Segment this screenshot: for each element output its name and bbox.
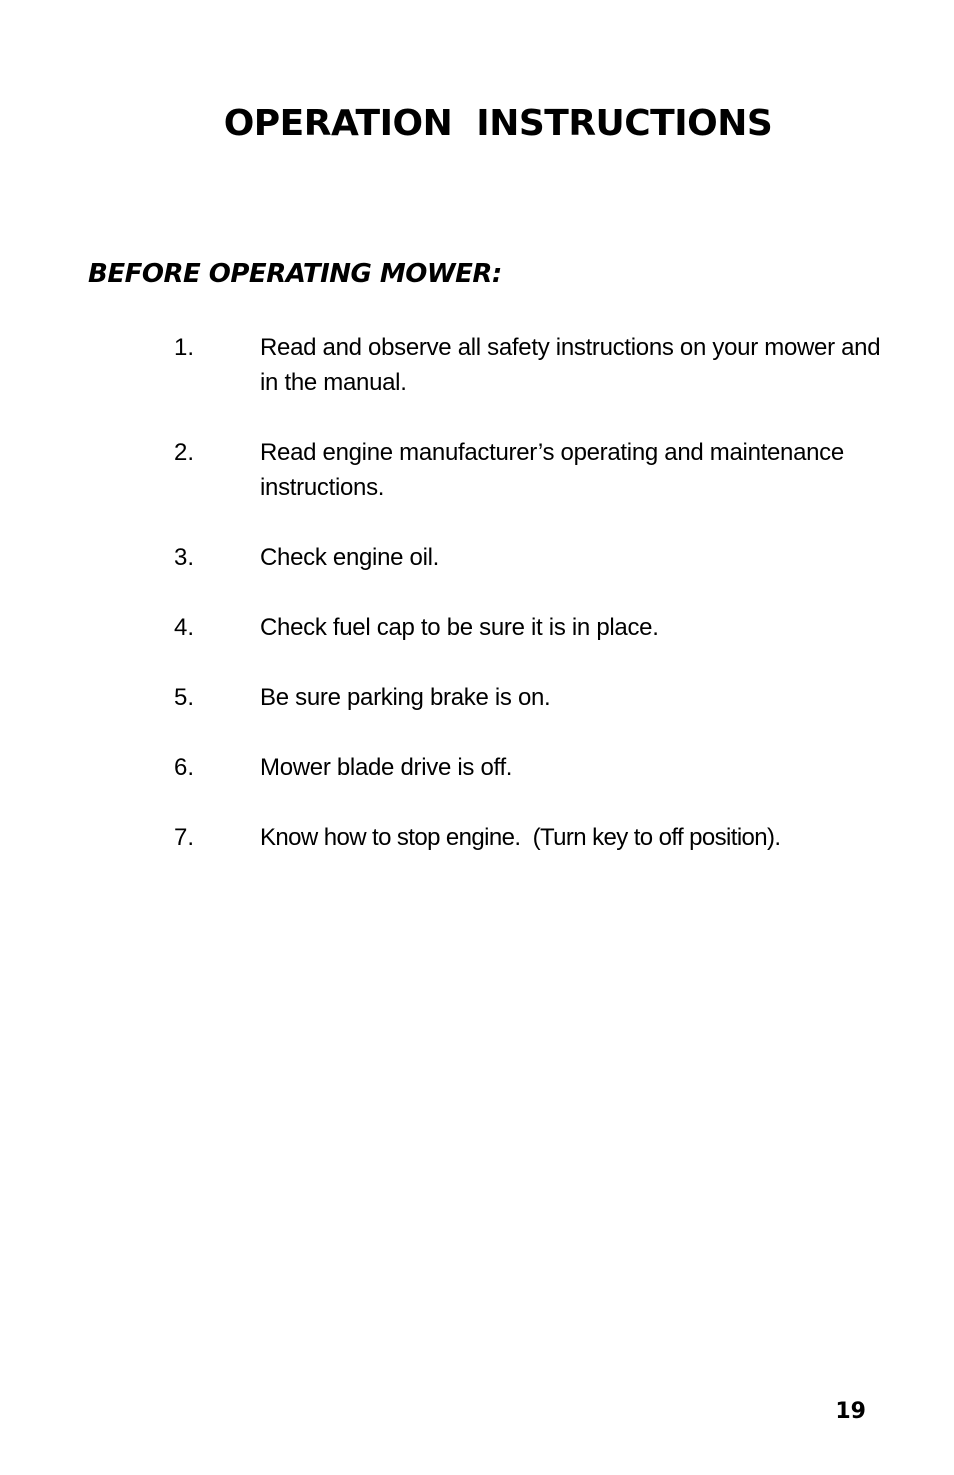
step-number: 7. <box>174 824 195 851</box>
step-number: 4. <box>174 614 195 641</box>
step-number: 6. <box>174 754 195 781</box>
list-item <box>0 330 954 400</box>
list-item <box>0 820 954 855</box>
step-number: 2. <box>174 439 195 466</box>
step-text: Check fuel cap to be sure it is in place. <box>260 614 659 641</box>
step-text: Check engine oil. <box>260 544 440 571</box>
step-number: 1. <box>174 334 195 361</box>
step-text: Read engine manufacturer’s operating and maintenance instructions. <box>260 439 844 501</box>
step-text: Read and observe all safety instructions on your mower and in the manual. <box>260 334 881 396</box>
page-number: 19 <box>835 1399 866 1424</box>
step-text: Know how to stop engine. (Turn key to off position). <box>260 824 781 851</box>
step-number: 3. <box>174 544 195 571</box>
step-number: 5. <box>174 684 195 711</box>
list-item <box>0 750 954 785</box>
step-text: Mower blade drive is off. <box>260 754 513 781</box>
page-title: OPERATION INSTRUCTIONS <box>223 103 773 144</box>
list-item <box>0 680 954 715</box>
list-item <box>0 435 954 505</box>
instruction-list <box>0 330 954 890</box>
section-heading: BEFORE OPERATING MOWER: <box>88 259 502 289</box>
step-text: Be sure parking brake is on. <box>260 684 551 711</box>
list-item <box>0 540 954 575</box>
list-item <box>0 610 954 645</box>
